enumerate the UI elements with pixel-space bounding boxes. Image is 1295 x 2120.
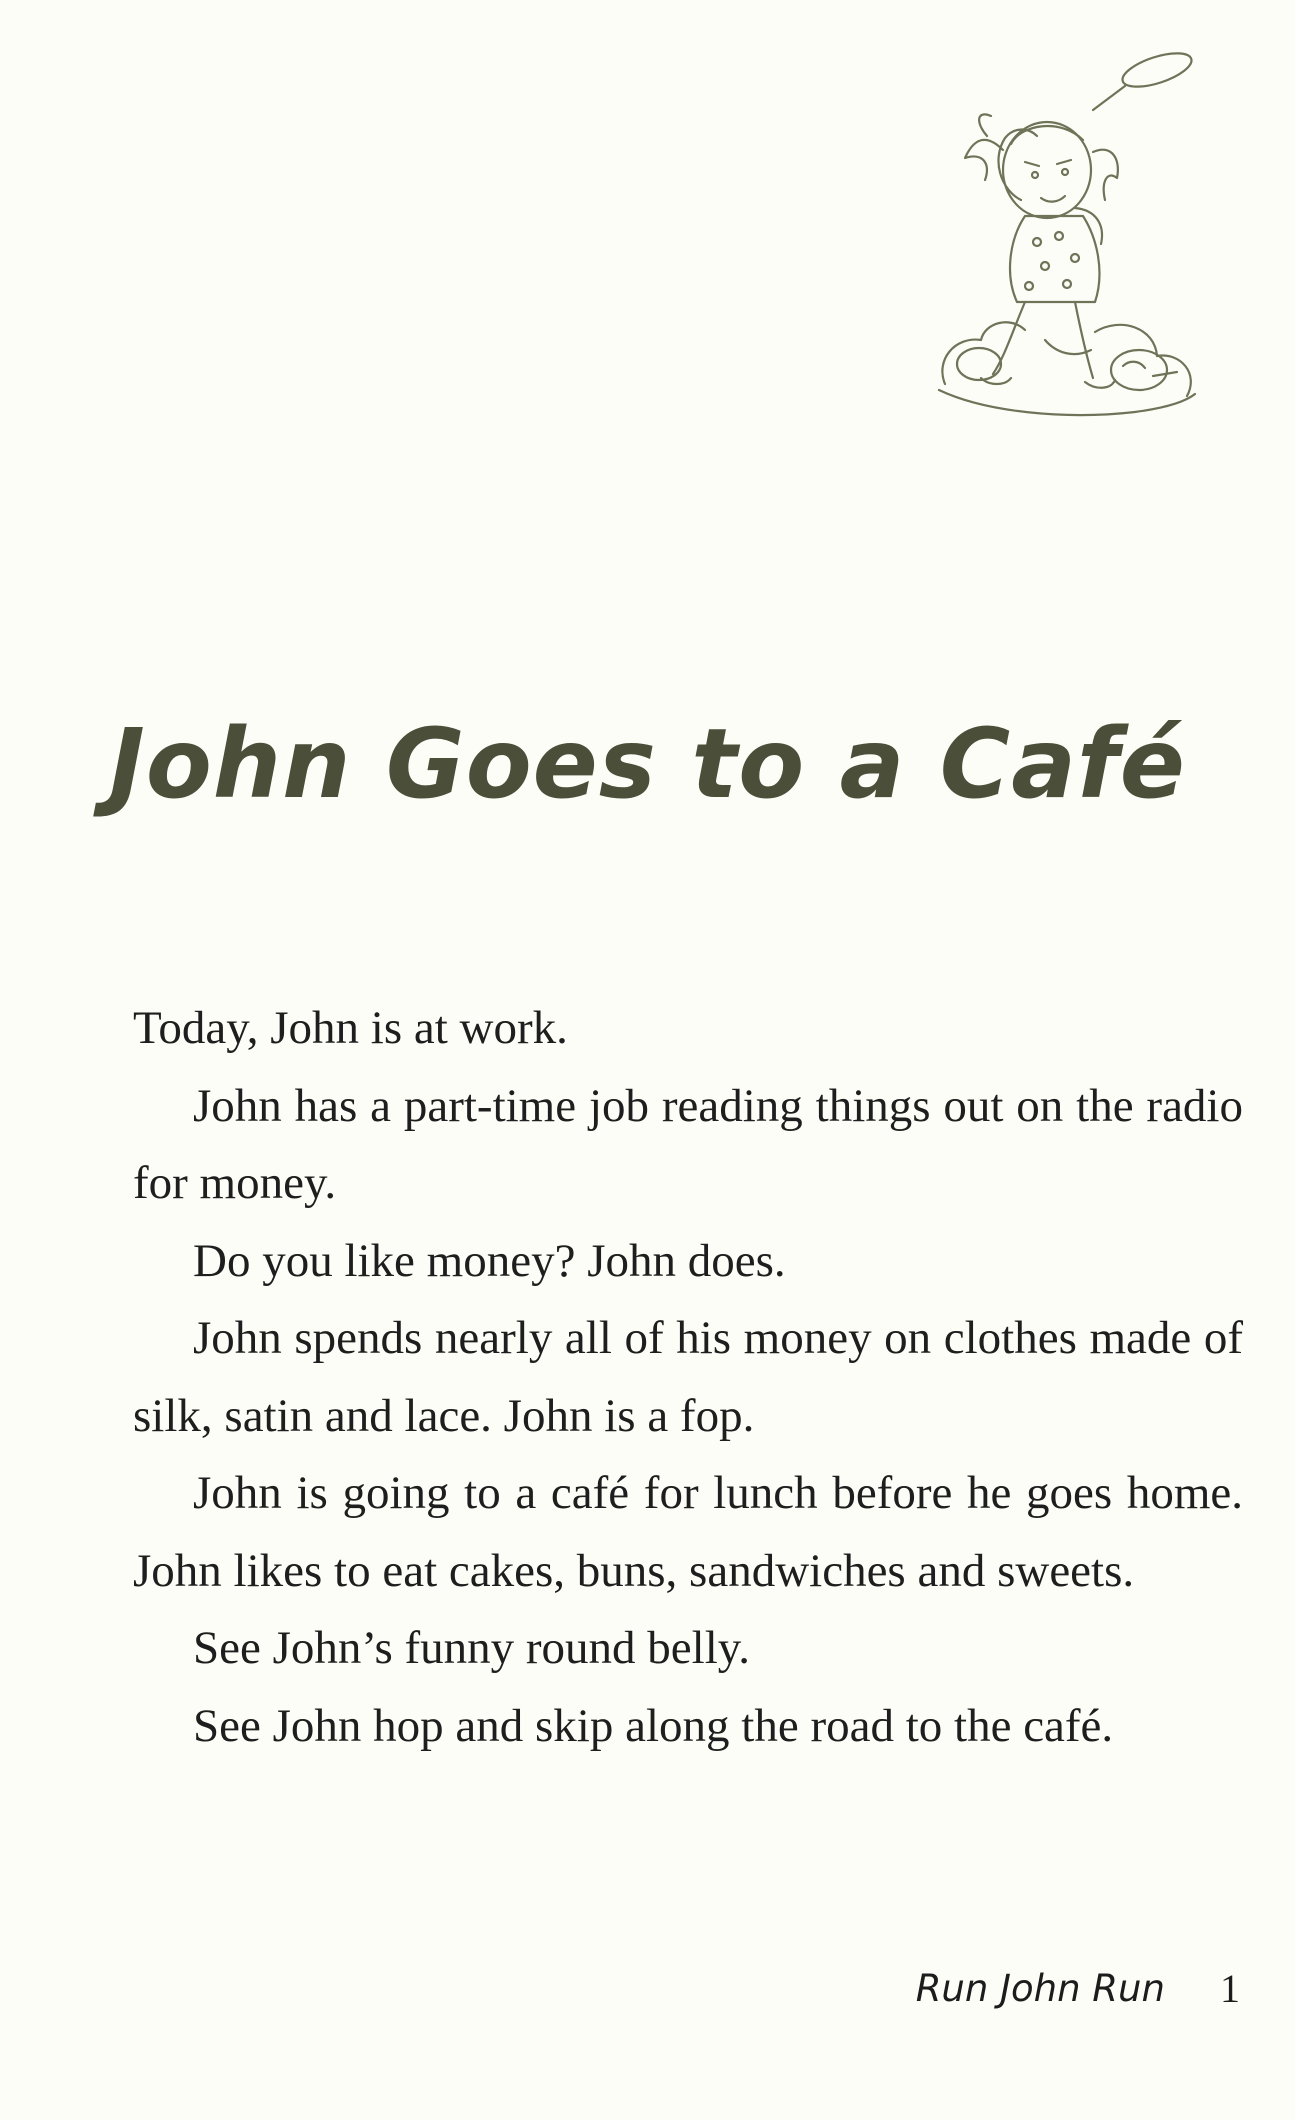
running-title: Run John Run [915,1967,1165,2010]
story-text [133,990,1243,1765]
chapter-title: John Goes to a Café [109,708,1186,821]
story-paragraph: John spends nearly all of his money on clothes made of silk, satin and lace. John is a fop. [133,1312,1243,1442]
story-paragraph: See John hop and skip along the road to the café. [193,1699,1114,1752]
page-number: 1 [1220,1966,1240,2011]
girl-sitting-on-pile-sketch-icon [925,40,1245,430]
story-paragraph: Do you like money? John does. [193,1234,786,1287]
story-paragraph: See John’s funny round belly. [193,1622,750,1674]
story-paragraph: John is going to a café for lunch before he goes home. John likes to eat cakes, buns, sandwiches and sweets. [133,1467,1243,1597]
story-paragraph: John has a part-time job reading things out on the radio for money. [133,1079,1243,1209]
page-footer [0,1965,1240,2025]
story-paragraph: Today, John is at work. [133,1002,568,1054]
